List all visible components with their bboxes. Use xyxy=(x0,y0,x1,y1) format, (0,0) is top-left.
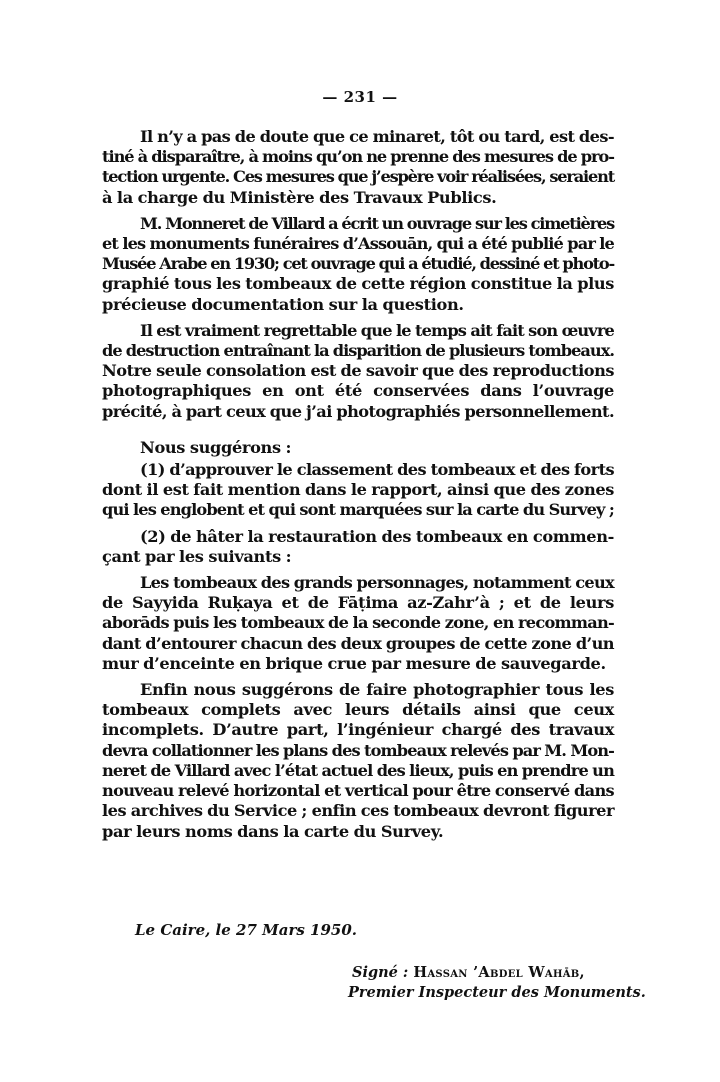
text-line: Il est vraiment regrettable que le temps ait fait son œuvre xyxy=(140,320,614,340)
text-line: tiné à disparaître, à moins qu’on ne prenne des mesures de pro- xyxy=(102,147,614,167)
text-line: de Sayyida Ruḳaya et de Fāṭima az-Zahr’à ; et de leurs xyxy=(102,593,614,613)
document-body xyxy=(102,127,614,848)
paragraph-minaret xyxy=(102,127,614,208)
text-line: Notre seule consolation est de savoir que des reproductions xyxy=(102,361,614,381)
text-line: Les tombeaux des grands personnages, notamment ceux xyxy=(140,573,614,593)
text-line: M. Monneret de Villard a écrit un ouvrage sur les cimetières xyxy=(140,213,614,233)
paragraph-monneret xyxy=(102,214,614,315)
text-line: çant par les suivants : xyxy=(102,546,292,566)
text-line: tection urgente. Ces mesures que j’espère voir réalisées, seraient xyxy=(102,167,614,187)
paragraph-tombs xyxy=(102,573,614,674)
suggestion-1 xyxy=(102,460,614,521)
date-place: Le Caire, le 27 Mars 1950. xyxy=(135,921,357,939)
text-line: Enfin nous suggérons de faire photographier tous les xyxy=(140,680,614,700)
text-line: et les monuments funéraires d’Assouān, qui a été publié par le xyxy=(102,234,614,254)
text-line: dant d’entourer chacun des deux groupes de cette zone d’un xyxy=(102,633,614,653)
text-line: (1) d’approuver le classement des tombeaux et des forts xyxy=(140,460,614,480)
text-line: nouveau relevé horizontal et vertical pour être conservé dans xyxy=(102,781,614,801)
text-line: dont il est fait mention dans le rapport, ainsi que des zones xyxy=(102,480,614,500)
text-line: devra collationner les plans des tombeaux relevés par M. Mon- xyxy=(102,740,614,760)
text-line: mur d’enceinte en brique crue par mesure de sauvegarde. xyxy=(102,653,606,673)
text-line: de destruction entraînant la disparition de plusieurs tombeaux. xyxy=(102,341,614,361)
text-line: qui les englobent et qui sont marquées sur la carte du Survey ; xyxy=(102,500,614,520)
text-line: graphié tous les tombeaux de cette région constitue la plus xyxy=(102,274,614,294)
text-line: Il n’y a pas de doute que ce minaret, tôt ou tard, est des- xyxy=(140,127,614,146)
text-line: précité, à part ceux que j’ai photographiés personnellement. xyxy=(102,401,614,421)
text-line: (2) de hâter la restauration des tombeaux en commen- xyxy=(140,526,614,546)
text-line: précieuse documentation sur la question. xyxy=(102,294,464,314)
heading-line: Nous suggérons : xyxy=(140,437,292,457)
suggestions-heading xyxy=(102,438,614,458)
text-line: aborāds puis les tombeaux de la seconde zone, en recomman- xyxy=(102,613,614,633)
text-line: tombeaux complets avec leurs détails ainsi que ceux xyxy=(102,700,614,720)
signature-block xyxy=(348,963,646,1003)
page-number: — 231 — xyxy=(322,88,398,106)
paragraph-regret xyxy=(102,321,614,422)
text-line: photographiques en ont été conservées dans l’ouvrage xyxy=(102,381,614,401)
text-line: incomplets. D’autre part, l’ingénieur chargé des travaux xyxy=(102,720,614,740)
signatory-title: Premier Inspecteur des Monuments. xyxy=(348,984,646,1001)
signatory-name: Hassan ’Abdel Wahāb, xyxy=(413,964,585,981)
text-line: neret de Villard avec l’état actuel des lieux, puis en prendre un xyxy=(102,760,614,780)
signed-label: Signé : xyxy=(352,964,409,981)
text-line: par leurs noms dans la carte du Survey. xyxy=(102,821,444,841)
paragraph-finally xyxy=(102,680,614,842)
text-line: Musée Arabe en 1930; cet ouvrage qui a étudié, dessiné et photo- xyxy=(102,254,614,274)
suggestion-2 xyxy=(102,527,614,567)
text-line: les archives du Service ; enfin ces tombeaux devront figurer xyxy=(102,801,614,821)
text-line: à la charge du Ministère des Travaux Publics. xyxy=(102,187,497,207)
